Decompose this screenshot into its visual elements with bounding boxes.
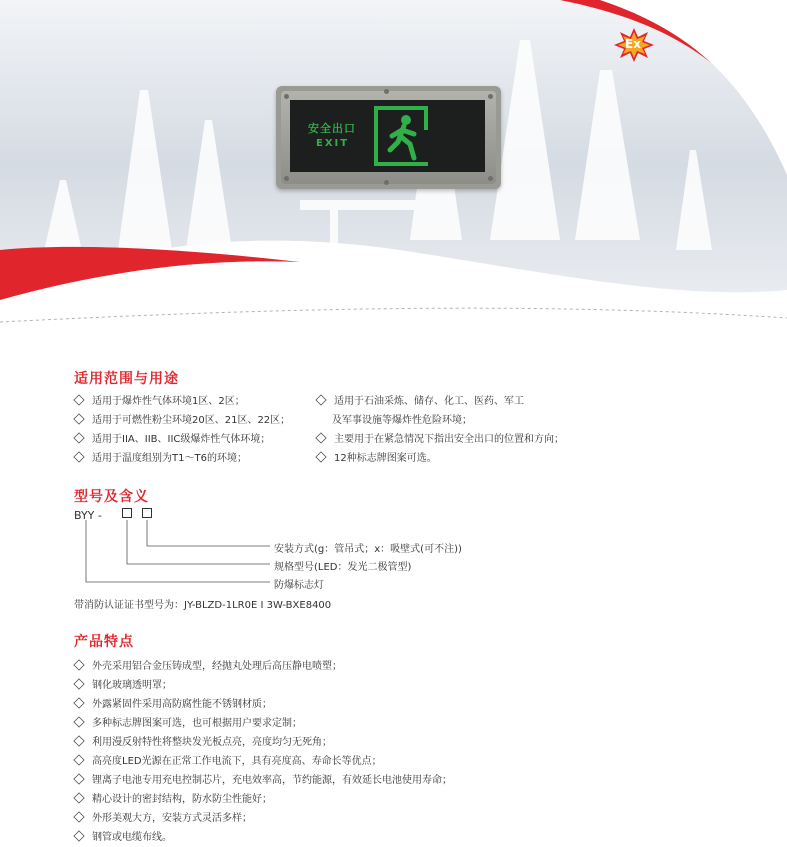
diamond-bullet-icon <box>73 830 84 841</box>
model-box-1 <box>122 508 132 518</box>
section-title-features: 产品特点 <box>74 634 134 650</box>
section-title-model: 型号及含义 <box>74 489 149 505</box>
model-code: BYY - <box>74 509 102 522</box>
diamond-bullet-icon <box>73 432 84 443</box>
list-item: 钢管或电缆布线。 <box>74 828 172 843</box>
ex-badge <box>614 28 654 62</box>
model-box-2 <box>142 508 152 518</box>
diamond-bullet-icon <box>315 432 326 443</box>
list-item: 适用于可燃性粉尘环境20区、21区、22区； <box>74 411 290 426</box>
list-item: 外形美观大方，安装方式灵活多样； <box>74 809 252 824</box>
list-item: 高亮度LED光源在正常工作电流下，具有亮度高、寿命长等优点； <box>74 752 382 767</box>
list-item: 利用漫反射特性将整块发光板点亮，亮度均匀无死角； <box>74 733 332 748</box>
diamond-bullet-icon <box>73 716 84 727</box>
diamond-bullet-icon <box>73 735 84 746</box>
model-diagram-lines <box>80 518 280 588</box>
diamond-bullet-icon <box>73 792 84 803</box>
exit-sign-panel <box>290 100 485 172</box>
ex-badge-text: Ex <box>625 37 641 51</box>
list-item: 多种标志牌图案可选，也可根据用户要求定制； <box>74 714 302 729</box>
diamond-bullet-icon <box>73 413 84 424</box>
diamond-bullet-icon <box>73 697 84 708</box>
list-item: 外露紧固件采用高防腐性能不锈钢材质； <box>74 695 272 710</box>
list-item: 钢化玻璃透明罩； <box>74 676 172 691</box>
diamond-bullet-icon <box>73 678 84 689</box>
certificate-model: 带消防认证证书型号为：JY-BLZD-1LR0E I 3W-BXE8400 <box>74 600 332 611</box>
running-man-icon <box>374 106 428 166</box>
diamond-bullet-icon <box>73 394 84 405</box>
list-item: 主要用于在紧急情况下指出安全出口的位置和方向； <box>316 430 564 445</box>
list-item: 精心设计的密封结构，防水防尘性能好； <box>74 790 272 805</box>
diamond-bullet-icon <box>315 394 326 405</box>
section-title-scope: 适用范围与用途 <box>74 371 179 387</box>
list-item: 锂离子电池专用充电控制芯片，充电效率高，节约能源，有效延长电池使用寿命； <box>74 771 452 786</box>
diamond-bullet-icon <box>73 773 84 784</box>
list-item: 外壳采用铝合金压铸成型，经抛丸处理后高压静电喷塑； <box>74 657 342 672</box>
exit-sign-en-text: EXIT <box>316 138 350 149</box>
list-item: 适用于温度组别为T1～T6的环境； <box>74 449 247 464</box>
diamond-bullet-icon <box>73 754 84 765</box>
diamond-bullet-icon <box>73 811 84 822</box>
list-item: 适用于爆炸性气体环境1区、2区； <box>74 392 245 407</box>
diamond-bullet-icon <box>315 451 326 462</box>
hero-banner <box>0 0 787 330</box>
model-annotation-spec: 规格型号(LED：发光二极管型) <box>274 562 412 573</box>
exit-sign-cn-text: 安全出口 <box>308 122 356 135</box>
list-item-continued: 及军事设施等爆炸性危险环境； <box>332 415 472 426</box>
diamond-bullet-icon <box>73 451 84 462</box>
diamond-bullet-icon <box>73 659 84 670</box>
model-annotation-type: 防爆标志灯 <box>274 580 324 591</box>
exit-sign-image <box>276 86 501 189</box>
model-annotation-install: 安装方式(g：管吊式；x：吸壁式(可不注)) <box>274 544 462 555</box>
list-item: 12种标志牌图案可选。 <box>316 449 437 464</box>
list-item: 适用于石油采炼、储存、化工、医药、军工 <box>316 392 524 407</box>
list-item: 适用于IIA、IIB、IIC级爆炸性气体环境； <box>74 430 270 445</box>
